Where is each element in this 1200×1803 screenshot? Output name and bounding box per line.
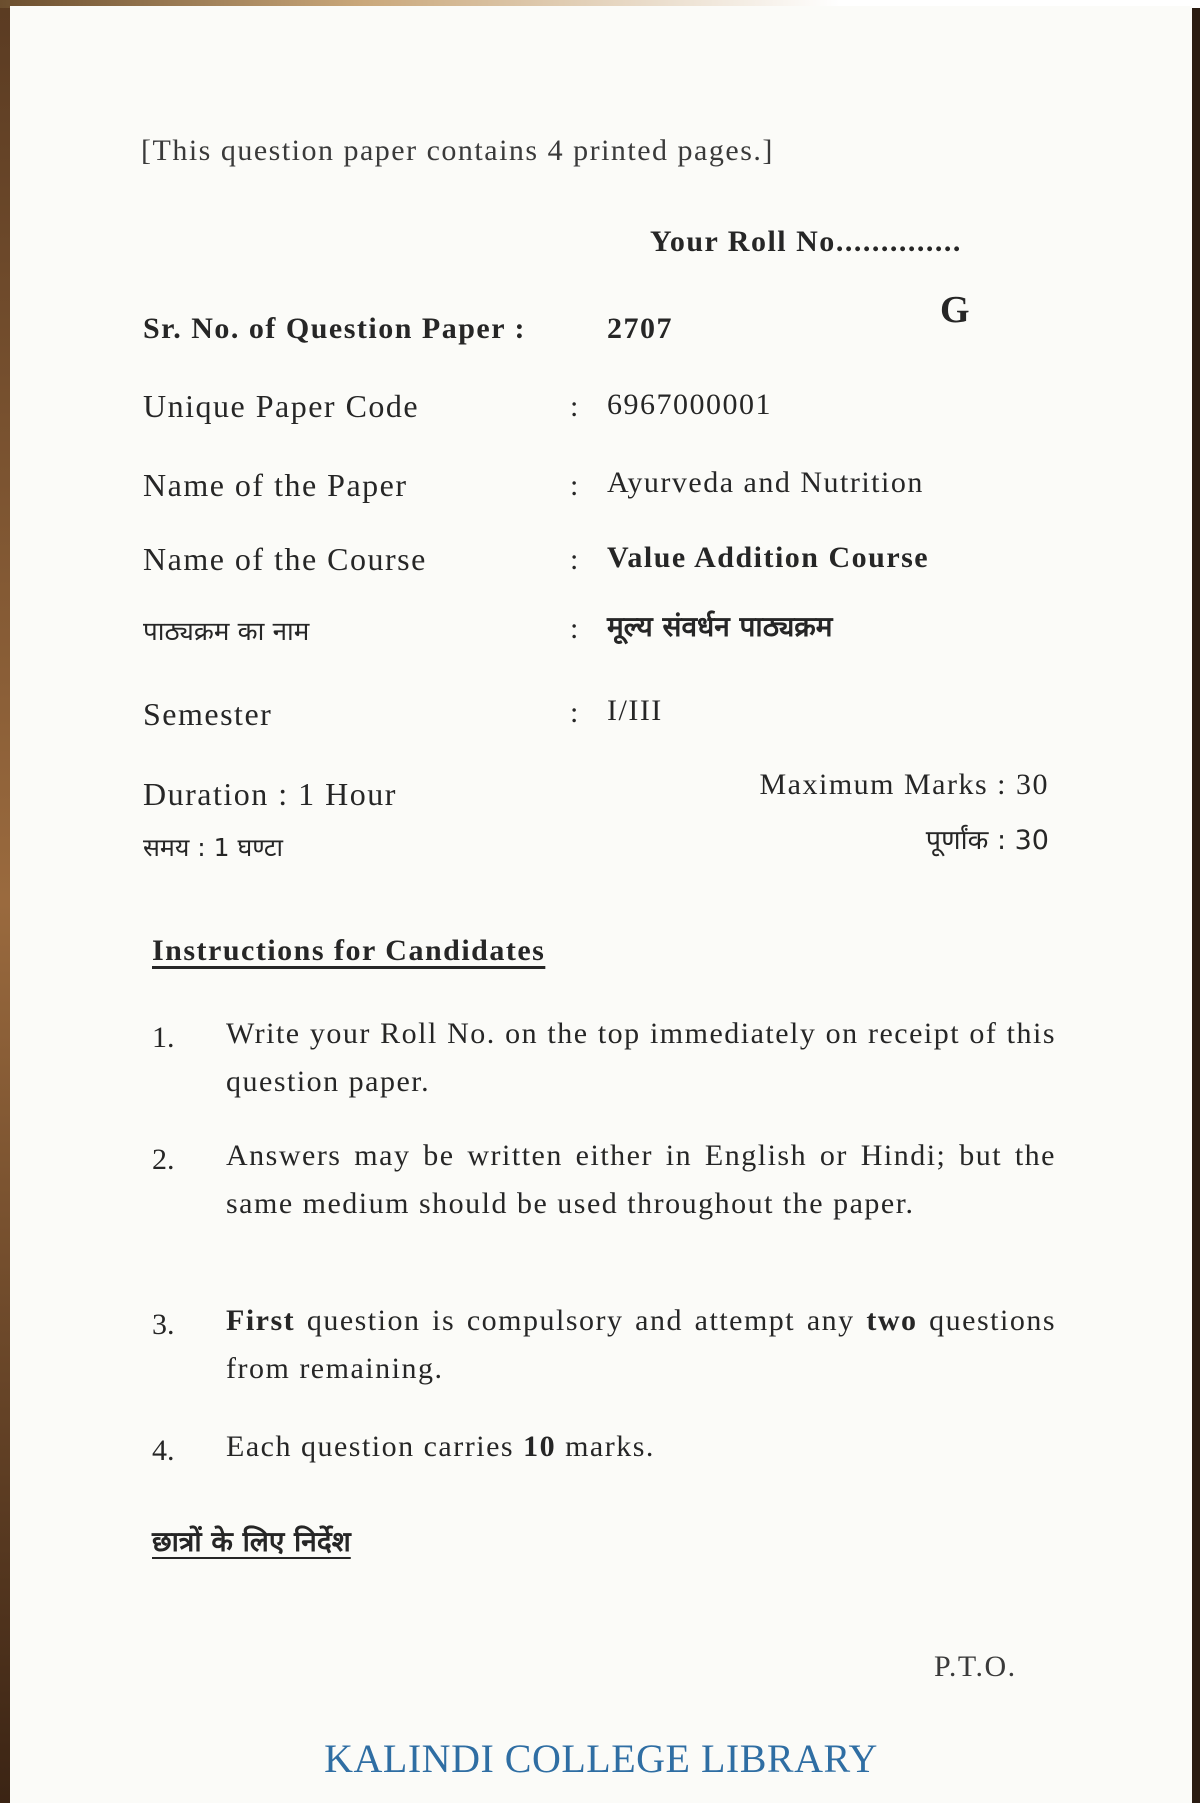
semester-label: Semester (143, 696, 273, 732)
pto-note: P.T.O. (934, 1650, 1017, 1683)
instruction-number: 2. (152, 1143, 175, 1176)
course-name-value-hindi: मूल्य संवर्धन पाठ्यक्रम (607, 610, 833, 643)
colon: : (570, 390, 580, 423)
library-stamp: KALINDI COLLEGE LIBRARY (324, 1736, 878, 1781)
emphasis-two: two (866, 1304, 918, 1337)
colon: : (570, 469, 580, 502)
instruction-number: 4. (152, 1434, 175, 1467)
colon: : (570, 543, 580, 576)
instruction-text-part: marks. (556, 1430, 655, 1463)
instruction-item (226, 1297, 1056, 1393)
instructions-heading: Instructions for Candidates (152, 934, 546, 967)
sr-no-label: Sr. No. of Question Paper : (143, 312, 527, 345)
roll-number-label: Your Roll No (650, 225, 836, 258)
instruction-text-part: Each question carries (226, 1430, 524, 1463)
question-paper-page (10, 6, 1192, 1803)
unique-paper-code-label: Unique Paper Code (143, 388, 420, 424)
course-name-label-hindi: पाठ्यक्रम का नाम (143, 617, 310, 647)
instructions-heading-hindi: छात्रों के लिए निर्देश (152, 1525, 351, 1558)
duration: Duration : 1 Hour (143, 776, 397, 812)
instruction-item: Answers may be written either in English or Hindi; but the same medium should be used throughout the paper. (226, 1139, 1056, 1220)
instruction-item (226, 1423, 1056, 1471)
instruction-number: 1. (152, 1021, 175, 1054)
emphasis-marks: 10 (523, 1430, 557, 1463)
duration-hindi: समय : 1 घण्टा (143, 833, 283, 862)
maximum-marks-hindi: पूर्णांक : 30 (925, 825, 1049, 856)
maximum-marks: Maximum Marks : 30 (759, 768, 1049, 801)
instruction-text-part: question is compulsory and attempt any (295, 1304, 867, 1337)
roll-number-line (650, 225, 962, 259)
set-code: G (940, 289, 970, 331)
semester-value: I/III (607, 694, 663, 727)
instruction-item: Write your Roll No. on the top immediately on receipt of this question paper. (226, 1017, 1056, 1098)
course-name-value: Value Addition Course (607, 541, 930, 574)
emphasis-first: First (226, 1304, 296, 1337)
colon: : (570, 612, 580, 645)
paper-name-value: Ayurveda and Nutrition (607, 466, 924, 499)
paper-edge-left (0, 0, 10, 1803)
paper-name-label: Name of the Paper (143, 467, 408, 503)
instruction-text-part: questions from remaining. (226, 1304, 1056, 1385)
course-name-label: Name of the Course (143, 541, 427, 577)
instruction-number: 3. (152, 1308, 175, 1341)
colon: : (570, 696, 580, 729)
pages-note: [This question paper contains 4 printed pages.] (141, 134, 774, 167)
roll-number-blank: .............. (835, 225, 962, 258)
unique-paper-code-value: 6967000001 (607, 388, 772, 421)
sr-no-value: 2707 (607, 312, 673, 345)
